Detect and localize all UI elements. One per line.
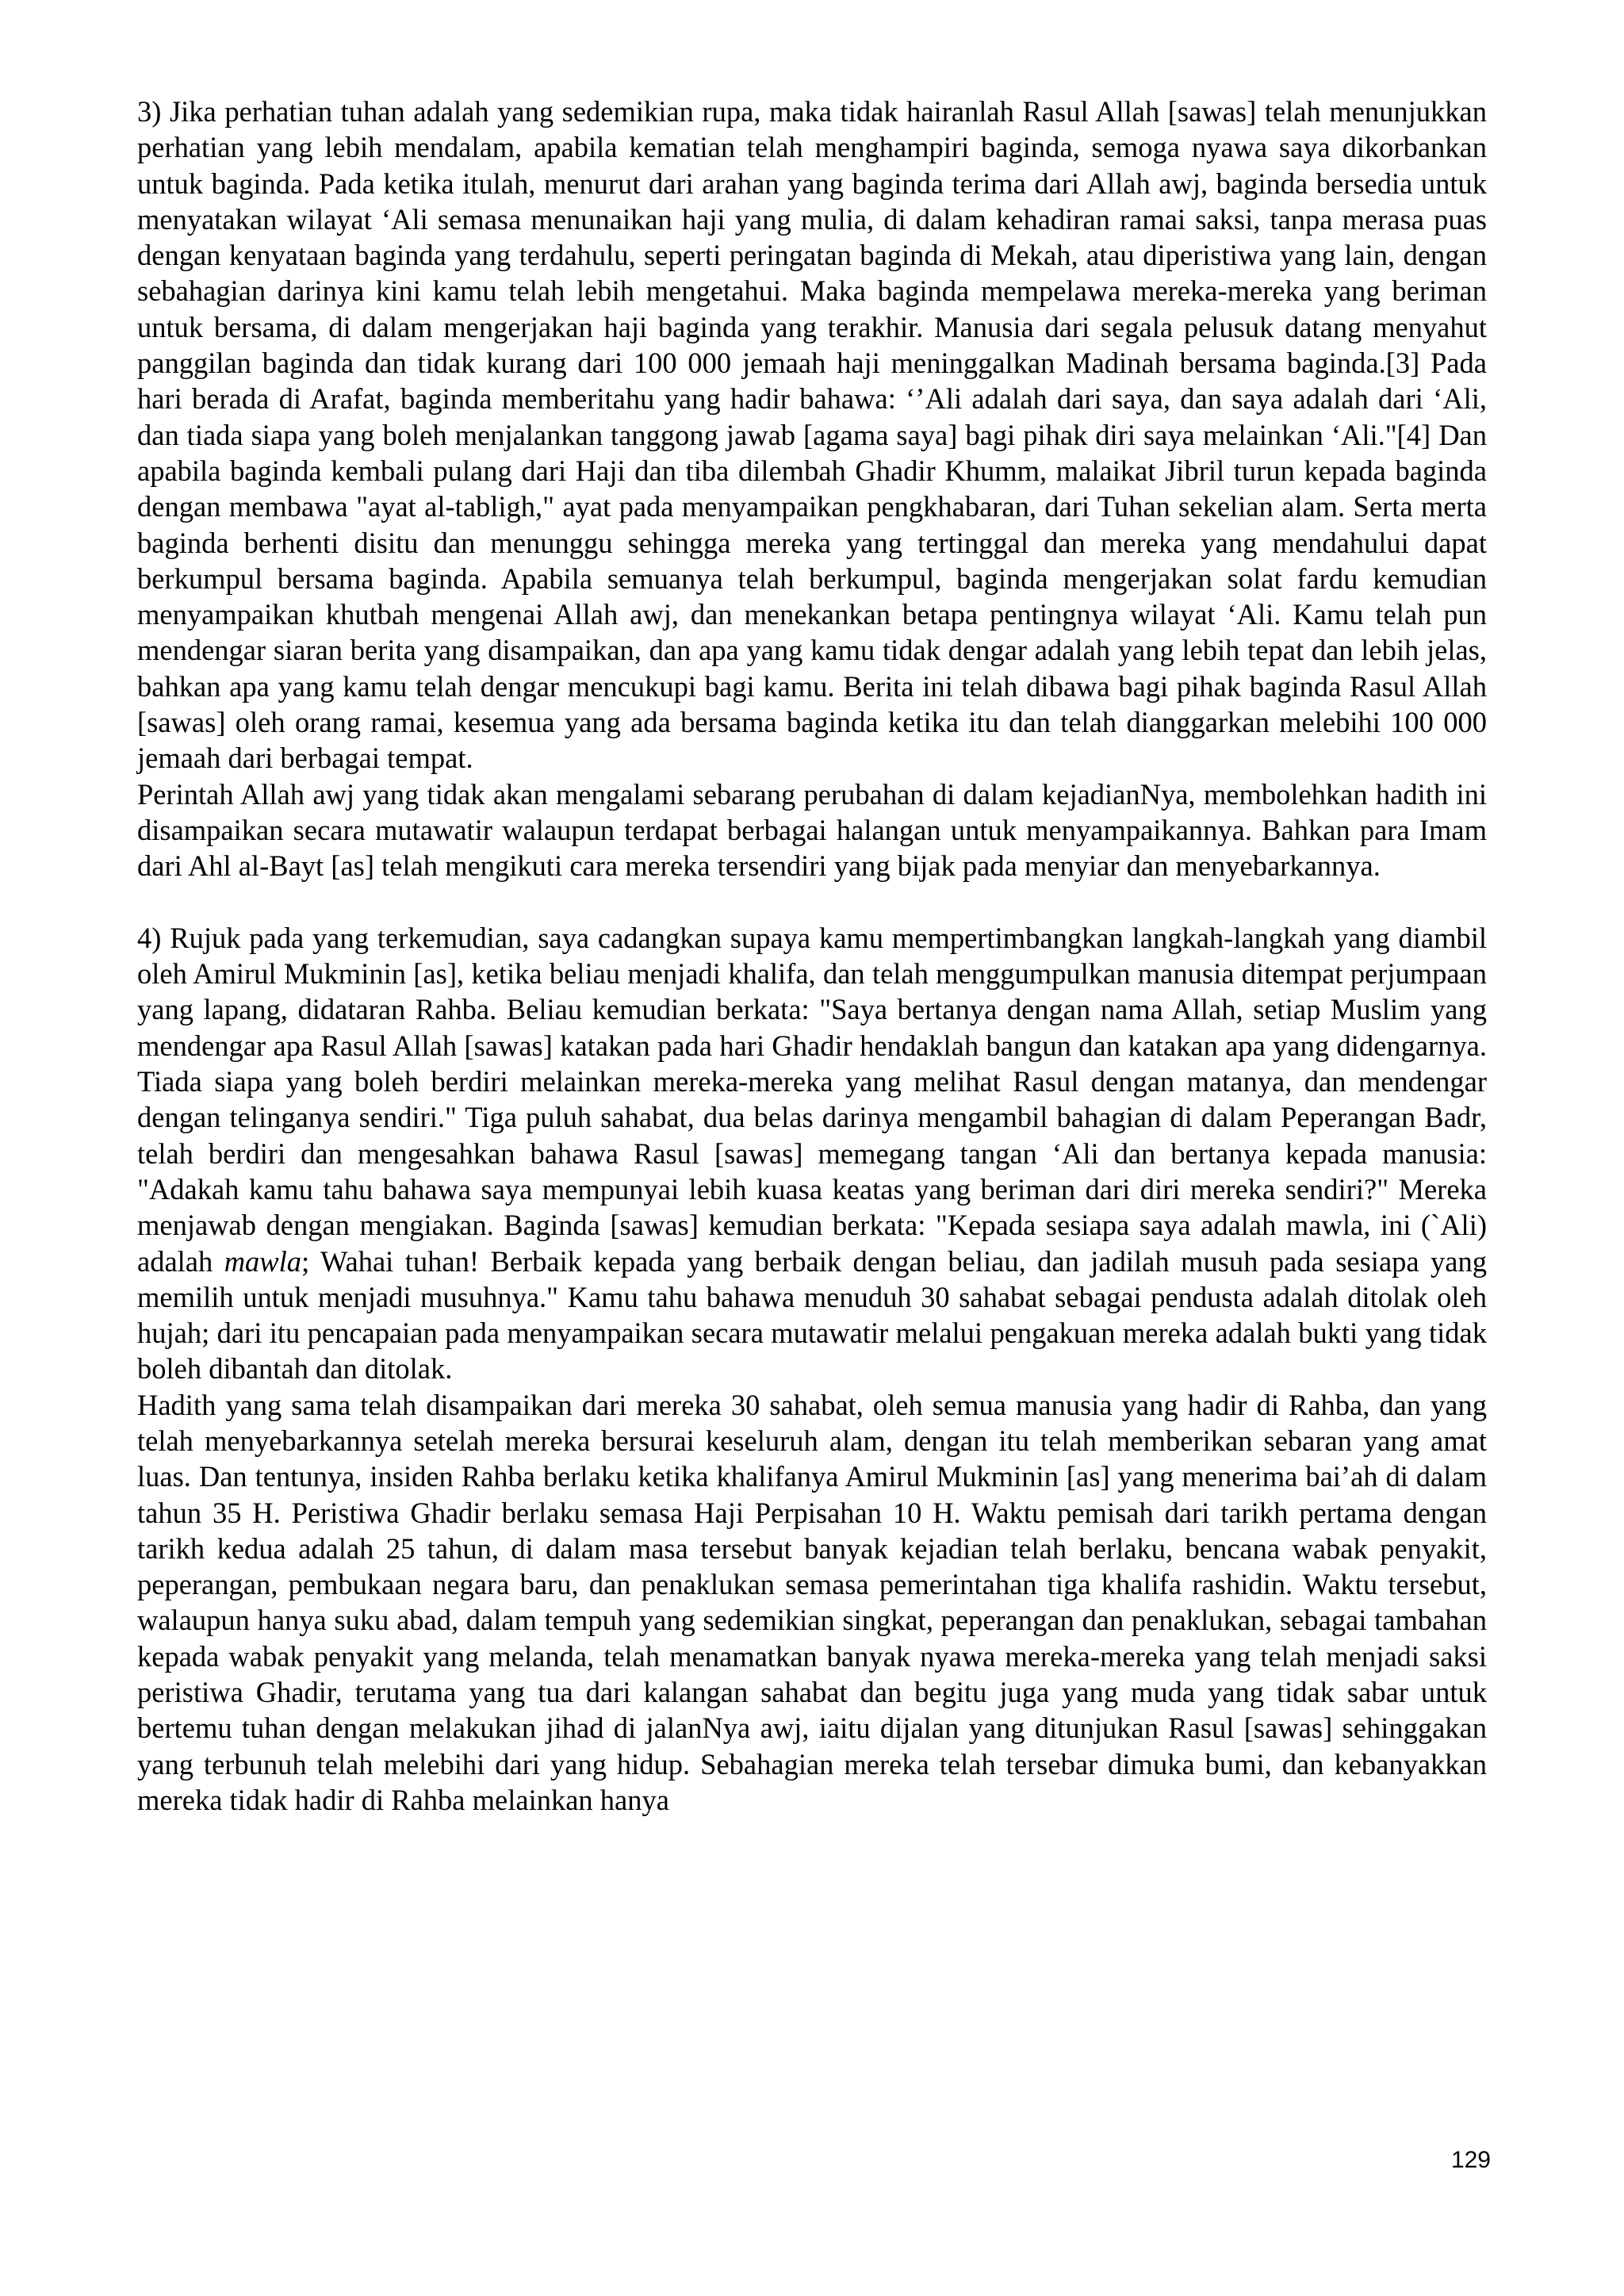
paragraph-text: 3) Jika perhatian tuhan adalah yang sedemikian rupa, maka tidak hairanlah Rasul Allah [sawas] telah menunjukkan perhatian yang lebih mendalam, apabila kematian telah menghampiri baginda, semoga nyawa saya dikorbankan untuk baginda. Pada ketika itulah, menurut dari arahan yang baginda terima dari Allah awj, baginda bersedia untuk menyatakan wilayat ‘Ali semasa menunaikan haji yang mulia, di dalam kehadiran ramai saksi, tanpa merasa puas dengan kenyataan baginda yang terdahulu, seperti peringatan baginda di Mekah, atau diperistiwa yang lain, dengan sebahagian darinya kini kamu telah lebih mengetahui. Maka baginda mempelawa mereka-mereka yang beriman untuk bersama, di dalam mengerjakan haji baginda yang terakhir. Manusia dari segala pelusuk datang menyahut panggilan baginda dan tidak kurang dari 100 000 jemaah haji meninggalkan Madinah bersama baginda.[3] Pada hari berada di Arafat, baginda memberitahu yang hadir bahawa: ‘’Ali adalah dari saya, dan saya adalah dari ‘Ali, dan tiada siapa yang boleh menjalankan tanggong jawab [agama saya] bagi pihak diri saya melainkan ‘Ali."[4] Dan apabila baginda kembali pulang dari Haji dan tiba dilembah Ghadir Khumm, malaikat Jibril turun kepada baginda dengan membawa "ayat al-tabligh," ayat pada menyampaikan pengkhabaran, dari Tuhan sekelian alam. Serta merta baginda berhenti disitu dan menunggu sehingga mereka yang tertinggal dan mereka yang mendahului dapat berkumpul bersama baginda. Apabila semuanya telah berkumpul, baginda mengerjakan solat fardu kemudian menyampaikan khutbah mengenai Allah awj, dan menekankan betapa pentingnya wilayat ‘Ali. Kamu telah pun mendengar siaran berita yang disampaikan, dan apa yang kamu tidak dengar adalah yang lebih tepat dan lebih jelas, bahkan apa yang kamu telah dengar mencukupi bagi kamu. Berita ini telah dibawa bagi pihak baginda Rasul Allah [sawas] oleh orang ramai, kesemua yang ada bersama baginda ketika itu dan telah dianggarkan melebihi 100 000 jemaah dari berbagai tempat.: [137, 95, 1487, 775]
paragraph-continuation: [137, 1387, 1487, 1819]
paragraph-text-continued: ; Wahai tuhan! Berbaik kepada yang berbaik dengan beliau, dan jadilah musuh pada sesiapa yang memilih untuk menjadi musuhnya." Kamu tahu bahawa menuduh 30 sahabat sebagai pendusta adalah ditolak oleh hujah; dari itu pencapaian pada menyampaikan secara mutawatir melalui pengakuan mereka adalah bukti yang tidak boleh dibantah dan ditolak.: [137, 1244, 1488, 1386]
paragraph-point-4: [137, 920, 1487, 1387]
page-number: 129: [1450, 2147, 1491, 2173]
paragraph-continuation: [137, 776, 1487, 884]
paragraph-text: Hadith yang sama telah disampaikan dari mereka 30 sahabat, oleh semua manusia yang hadir di Rahba, dan yang telah menyebarkannya setelah mereka bersurai keseluruh alam, dengan itu telah memberikan sebaran yang amat luas. Dan tentunya, insiden Rahba berlaku ketika khalifanya Amirul Mukminin [as] yang menerima bai’ah di dalam tahun 35 H. Peristiwa Ghadir berlaku semasa Haji Perpisahan 10 H. Waktu pemisah dari tarikh pertama dengan tarikh kedua adalah 25 tahun, di dalam masa tersebut banyak kejadian telah berlaku, bencana wabak penyakit, peperangan, pembukaan negara baru, dan penaklukan semasa pemerintahan tiga khalifa rashidin. Waktu tersebut, walaupun hanya suku abad, dalam tempuh yang sedemikian singkat, peperangan dan penaklukan, sebagai tambahan kepada wabak penyakit yang melanda, telah menamatkan banyak nyawa mereka-mereka yang telah menjadi saksi peristiwa Ghadir, terutama yang tua dari kalangan sahabat dan begitu juga yang muda yang tidak sabar untuk bertemu tuhan dengan melakukan jihad di jalanNya awj, iaitu dijalan yang ditunjukan Rasul [sawas] sehinggakan yang terbunuh telah melebihi dari yang hidup. Sebahagian mereka telah tersebar dimuka bumi, dan kebanyakkan mereka tidak hadir di Rahba melainkan hanya: [137, 1388, 1487, 1816]
paragraph-text: 4) Rujuk pada yang terkemudian, saya cadangkan supaya kamu mempertimbangkan langkah-langkah yang diambil oleh Amirul Mukminin [as], ketika beliau menjadi khalifa, dan telah menggumpulkan manusia ditempat perjumpaan yang lapang, didataran Rahba. Beliau kemudian berkata: "Saya bertanya dengan nama Allah, setiap Muslim yang mendengar apa Rasul Allah [sawas] katakan pada hari Ghadir hendaklah bangun dan katakan apa yang didengarnya. Tiada siapa yang boleh berdiri melainkan mereka-mereka yang melihat Rasul dengan matanya, dan mendengar dengan telinganya sendiri." Tiga puluh sahabat, dua belas darinya mengambil bahagian di dalam Peperangan Badr, telah berdiri dan mengesahkan bahawa Rasul [sawas] memegang tangan ‘Ali dan bertanya kepada manusia: "Adakah kamu tahu bahawa saya mempunyai lebih kuasa keatas yang beriman dari diri mereka sendiri?" Mereka menjawab dengan mengiakan. Baginda [sawas] kemudian berkata: "Kepada sesiapa saya adalah mawla, ini (`Ali) adalah: [137, 921, 1487, 1278]
italic-term: mawla: [224, 1244, 302, 1278]
paragraph-point-3: [137, 94, 1487, 776]
paragraph-text: Perintah Allah awj yang tidak akan mengalami sebarang perubahan di dalam kejadianNya, membolehkan hadith ini disampaikan secara mutawatir walaupun terdapat berbagai halangan untuk menyampaikannya. Bahkan para Imam dari Ahl al-Bayt [as] telah mengikuti cara mereka tersendiri yang bijak pada menyiar dan menyebarkannya.: [137, 777, 1487, 883]
paragraph-spacer: [137, 884, 1487, 920]
document-page: [137, 94, 1487, 1818]
